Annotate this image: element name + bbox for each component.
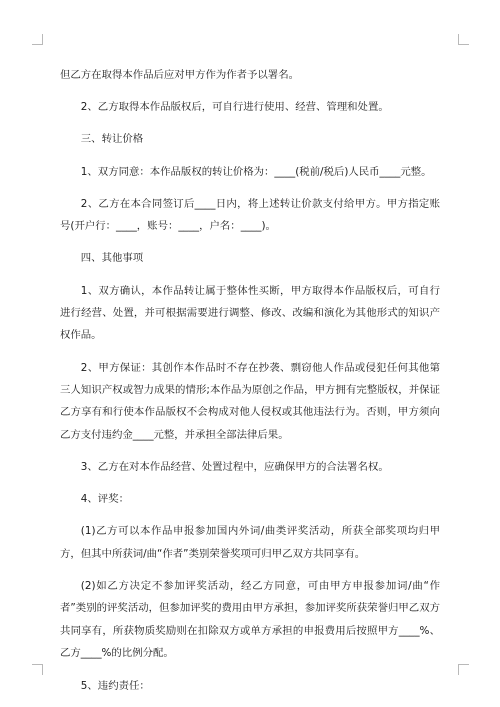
paragraph-breach-liability: 5、违约责任： xyxy=(80,679,150,692)
paragraph-price-clause-2: 2、乙方在本合同签订后____日内，将上述转让价款支付给甲方。甲方指定账号(开户行：____，账号：____，户名：____)。 xyxy=(60,197,440,233)
crop-mark-top-right xyxy=(458,34,469,45)
paragraph-other-clause-1: 1、双方确认，本作品转让属于整体性买断，甲方取得本作品版权后，可自行进行经营、处置，并可根据需要进行调整、修改、改编和演化为其他形式的知识产权作品。 xyxy=(60,284,440,342)
paragraph-other-clause-2: 2、甲方保证：其创作本作品时不存在抄袭、剽窃他人作品或侵犯任何其他第三人知识产权或智力成果的情形;本作品为原创之作品，甲方拥有完整版权，并保证乙方享有和行使本作品版权不会构成对他人侵权或其他违法行为。否则，甲方须向乙方支付违约金____元整，并承担全部法律后果。 xyxy=(60,361,440,441)
paragraph-award-item-2: (2)如乙方决定不参加评奖活动，经乙方同意，可由甲方申报参加词/曲“作者”类别的评奖活动，但参加评奖的费用由甲方承担，参加评奖所获荣誉归甲乙双方共同享有，所获物质奖励则在扣除双方或单方承担的申报费用后按照甲方____%、乙方____%的比例分配。 xyxy=(60,580,440,660)
section-heading-transfer-price: 三、转让价格 xyxy=(80,133,144,146)
paragraph-clause-2-usage: 2、乙方取得本作品版权后，可自行进行使用、经营、管理和处置。 xyxy=(80,101,389,114)
paragraph-price-clause-1: 1、双方同意：本作品版权的转让价格为：____(税前/税后)人民币____元整。 xyxy=(80,165,432,178)
document-body xyxy=(60,64,440,707)
paragraph-award-item-1: (1)乙方可以本作品申报参加国内外词/曲类评奖活动，所获全部奖项均归甲方，但其中所获词/曲“作者”类别荣誉奖项可归甲乙双方共同享有。 xyxy=(60,525,440,560)
paragraph-other-clause-3: 3、乙方在对本作品经营、处置过程中，应确保甲方的合法署名权。 xyxy=(80,461,389,474)
paragraph-attribution-continuation: 但乙方在取得本作品后应对甲方作为作者予以署名。 xyxy=(60,69,299,81)
crop-mark-bottom-right xyxy=(458,664,469,675)
section-heading-other-matters: 四、其他事项 xyxy=(80,252,144,265)
paragraph-award-heading: 4、评奖： xyxy=(80,493,129,506)
crop-mark-top-left xyxy=(32,34,43,45)
crop-mark-bottom-left xyxy=(32,664,43,675)
